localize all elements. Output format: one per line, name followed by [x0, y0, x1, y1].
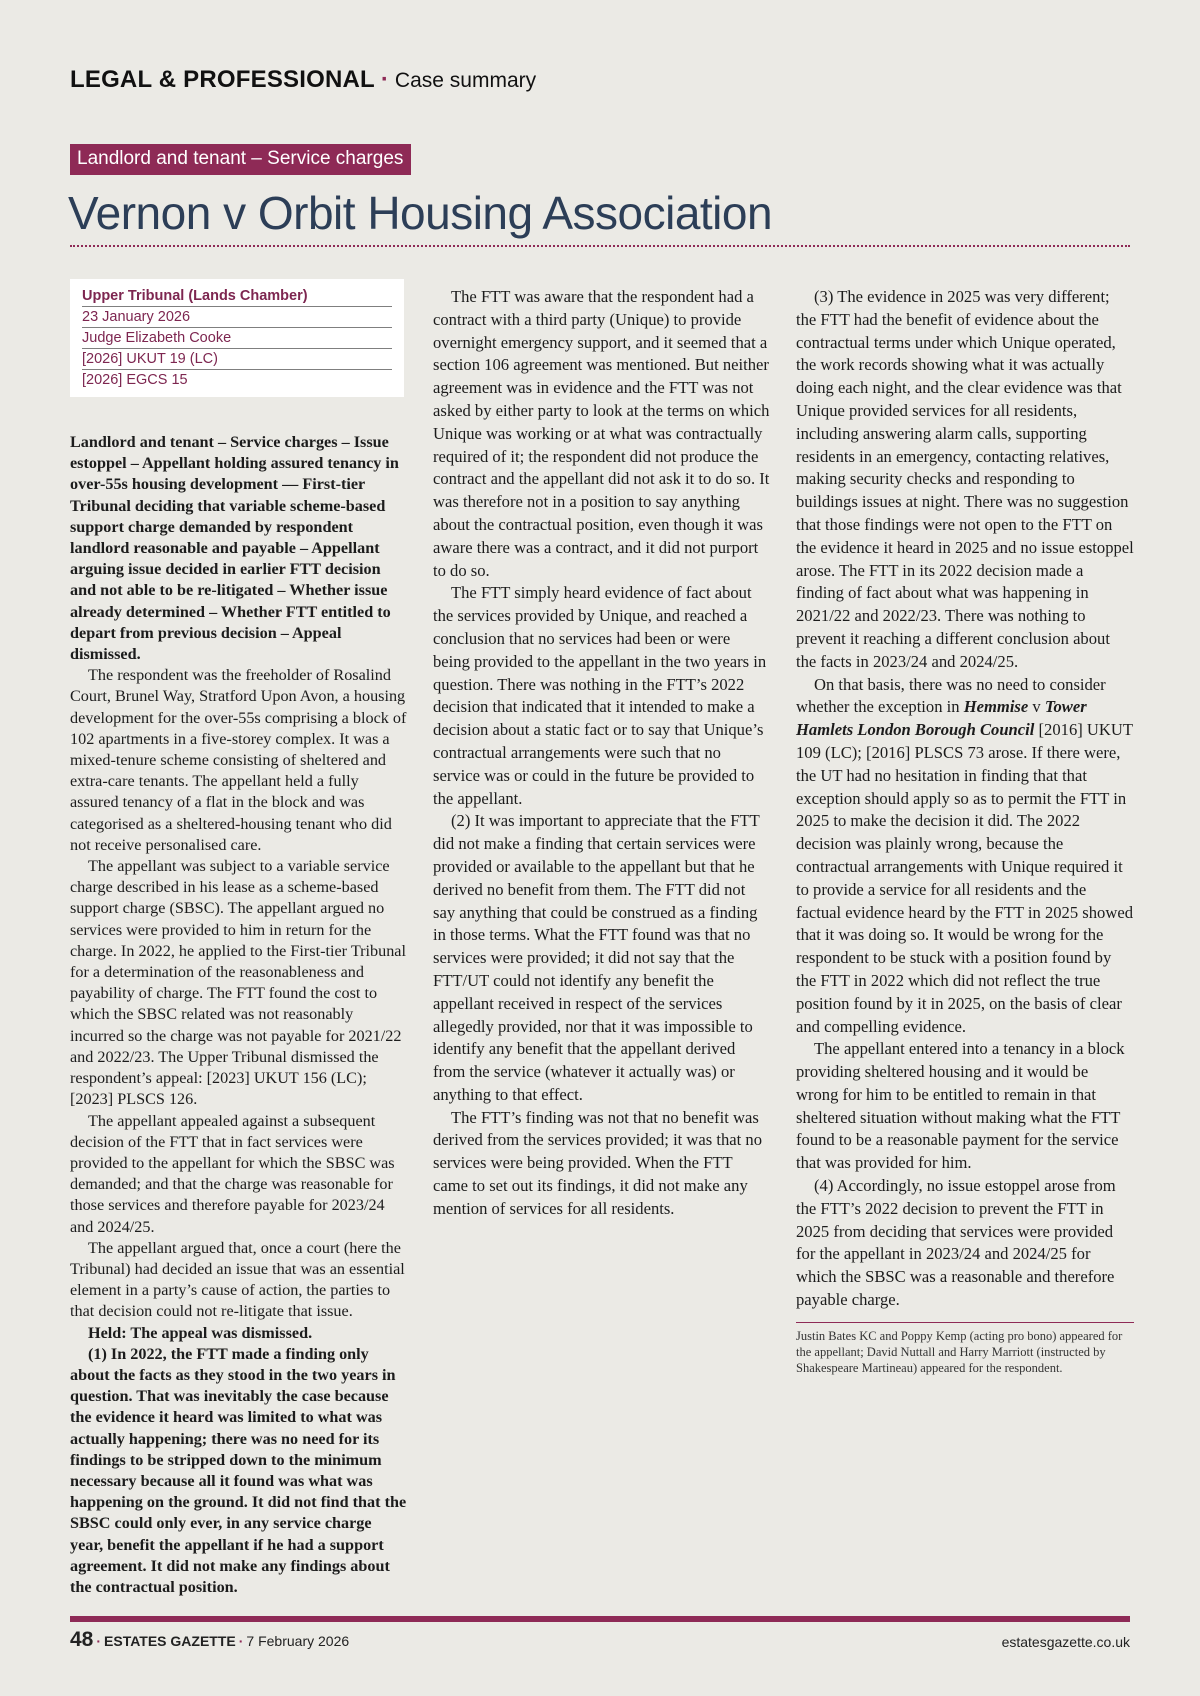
case-name: Hemmise — [963, 697, 1029, 717]
case-info-box — [70, 279, 404, 397]
category-tag: Landlord and tenant – Service charges — [70, 144, 411, 175]
paragraph: (3) The evidence in 2025 was very different; the FTT had the benefit of evidence about the contractual terms under which Unique operated, the work records showing what it was actually doing each night, and the clear evidence was that Unique provided services for all residents, including answering alarm calls, supporting residents in an emergency, contacting relatives, making security checks and responding to buildings issues at night. There was no suggestion that those findings were not open to the FTT on the evidence it heard in 2025 and no issue estoppel arose. The FTT in its 2022 decision made a finding of fact about what was happening in 2021/22 and 2022/23. There was nothing to prevent it reaching a different conclusion about the facts in 2023/24 and 2024/25. — [796, 287, 1134, 671]
paragraph: The appellant appealed against a subsequent decision of the FTT that in fact services were provided to the appellant for which the SBSC was demanded; and that the charge was reasonable for those services and therefore payable for 2023/24 and 2024/25. — [70, 1111, 395, 1236]
text-run: v — [1028, 697, 1045, 717]
neutral-citation: [2026] UKUT 19 (LC) — [82, 349, 392, 370]
text-run: On that basis, there was no need to consider whether the exception in — [796, 674, 1106, 717]
article-title: Vernon v Orbit Housing Association — [68, 187, 773, 239]
page-number: 48 — [70, 1628, 94, 1651]
publication-name: ESTATES GAZETTE — [104, 1633, 236, 1649]
case-name: Tower Hamlets London Borough Council — [796, 697, 1087, 740]
column-1 — [70, 432, 408, 1598]
held-statement: Held: The appeal was dismissed. — [88, 1323, 313, 1342]
footer-separator: · — [238, 1633, 244, 1649]
holding-1: (1) In 2022, the FTT made a finding only about the facts as they stood in the two years in question. That was inevitably the case because the evidence it heard was limited to what was actually happening; there was no need for its findings to be stripped down to the minimum necessary because all it found was what was happening on the ground. It did not find that the SBSC could only ever, in any service charge year, benefit the appellant if he had a support agreement. It did not make any findings about the contractual position. — [70, 1344, 407, 1596]
text-run: [2016] UKUT 109 (LC); [2016] PLSCS 73 arose. If there were, the UT had no hesitation in finding that that exception should apply so as to permit the FTT in 2025 to make the decision it did. The 2022 decision was plainly wrong, because the contractual arrangements with Unique required it to provide a service for all residents and the factual evidence heard by the FTT in 2025 showed that it was doing so. It would be wrong for the respondent to be stuck with a position found by the FTT in 2022 which did not reflect the true position found by it in 2025, on the basis of clear and compelling evidence. — [796, 720, 1133, 1036]
section-header — [70, 66, 536, 94]
section-title: LEGAL & PROFESSIONAL — [70, 66, 375, 93]
court-name: Upper Tribunal (Lands Chamber) — [82, 286, 392, 307]
decision-date: 23 January 2026 — [82, 307, 392, 328]
column-2 — [433, 286, 771, 1221]
footer-divider — [70, 1616, 1130, 1622]
paragraph: The FTT was aware that the respondent had a contract with a third party (Unique) to provide overnight emergency support, and it seemed that a section 106 agreement was mentioned. But neither agreement was in evidence and the FTT was not asked by either party to look at the terms on which Unique was working or at what was contractually required of it; the respondent did not produce the contract and the appellant did not ask it to do so. It was therefore not in a position to say anything about the contractual position, even though it was aware there was a contract, and it did not purport to do so. — [433, 287, 770, 580]
paragraph — [796, 674, 1134, 1039]
paragraph: The respondent was the freeholder of Rosalind Court, Brunel Way, Stratford Upon Avon, a housing development for the over-55s comprising a block of 102 apartments in a five-storey complex. It was a mixed-tenure scheme consisting of sheltered and extra-care tenants. The appellant held a fully assured tenancy of a flat in the block and was categorised as a sheltered-housing tenant who did not receive personalised care. — [70, 666, 407, 854]
section-subtitle: Case summary — [394, 69, 537, 92]
paragraph: The appellant was subject to a variable service charge described in his lease as a scheme-based support charge (SBSC). The appellant argued no services were provided to him in return for the charge. In 2022, he applied to the First-tier Tribunal for a determination of the reasonableness and payability of charge. The FTT found the cost to which the SBSC related was not reasonably incurred so the charge was not payable for 2021/22 and 2022/23. The Upper Tribunal dismissed the respondent’s appeal: [2023] UKUT 156 (LC); [2023] PLSCS 126. — [70, 857, 406, 1109]
title-divider — [70, 245, 1130, 247]
judge-name: Judge Elizabeth Cooke — [82, 328, 392, 349]
egcs-citation: [2026] EGCS 15 — [82, 372, 188, 388]
footer-separator: · — [96, 1633, 102, 1649]
website-link[interactable]: estatesgazette.co.uk — [1001, 1634, 1130, 1650]
paragraph: The appellant entered into a tenancy in a block providing sheltered housing and it would be wrong for him to be entitled to remain in that sheltered situation without making what the FTT found to be a reasonable payment for the service that was provided for him. — [796, 1039, 1125, 1173]
paragraph: The FTT simply heard evidence of fact about the services provided by Unique, and reached a conclusion that no services had been or were being provided to the appellant in the two years in question. There was nothing in the FTT’s 2022 decision that indicated that it intended to make a decision about a static fact or to say that Unique’s contractual arrangements were such that no service was or could in the future be provided to the appellant. — [433, 583, 767, 808]
paragraph: The appellant argued that, once a court (here the Tribunal) had decided an issue that was an essential element in a party’s cause of action, the parties to that decision could not re-litigate that issue. — [70, 1238, 405, 1321]
issue-date: 7 February 2026 — [246, 1633, 350, 1649]
paragraph: (2) It was important to appreciate that the FTT did not make a finding that certain services were provided or available to the appellant but that he derived no benefit from them. The FTT did not say anything that could be construed as a finding in those terms. What the FTT found was that no services were provided; it did not say that the FTT/UT could not identify any benefit the appellant received in respect of the services allegedly provided, nor that it was impossible to identify any benefit that the appellant derived from the service (whatever it actually was) or anything to that effect. — [433, 811, 760, 1104]
paragraph: (4) Accordingly, no issue estoppel arose from the FTT’s 2022 decision to prevent the FTT in 2025 from deciding that services were provided for the appellant in 2023/24 and 2024/25 for which the SBSC was a reasonable and therefore payable charge. — [796, 1176, 1116, 1310]
column-3 — [796, 286, 1134, 1376]
page-footer — [70, 1628, 1130, 1652]
counsel-credit: Justin Bates KC and Poppy Kemp (acting pro bono) appeared for the appellant; David Nuttall and Harry Marriott (instructed by Shakespeare Martineau) appeared for the respondent. — [796, 1322, 1134, 1376]
case-summary: Landlord and tenant – Service charges – Issue estoppel – Appellant holding assured tenancy in over-55s housing development — First-tier Tribunal deciding that variable scheme-based support charge demanded by respondent landlord reasonable and payable – Appellant arguing issue decided in earlier FTT decision and not able to be re-litigated – Whether issue already determined – Whether FTT entitled to depart from previous decision – Appeal dismissed. — [70, 433, 399, 664]
paragraph: The FTT’s finding was not that no benefit was derived from the services provided; it was that no services were being provided. When the FTT came to set out its findings, it did not make any mention of services for all residents. — [433, 1107, 763, 1218]
section-separator: · — [380, 66, 389, 93]
